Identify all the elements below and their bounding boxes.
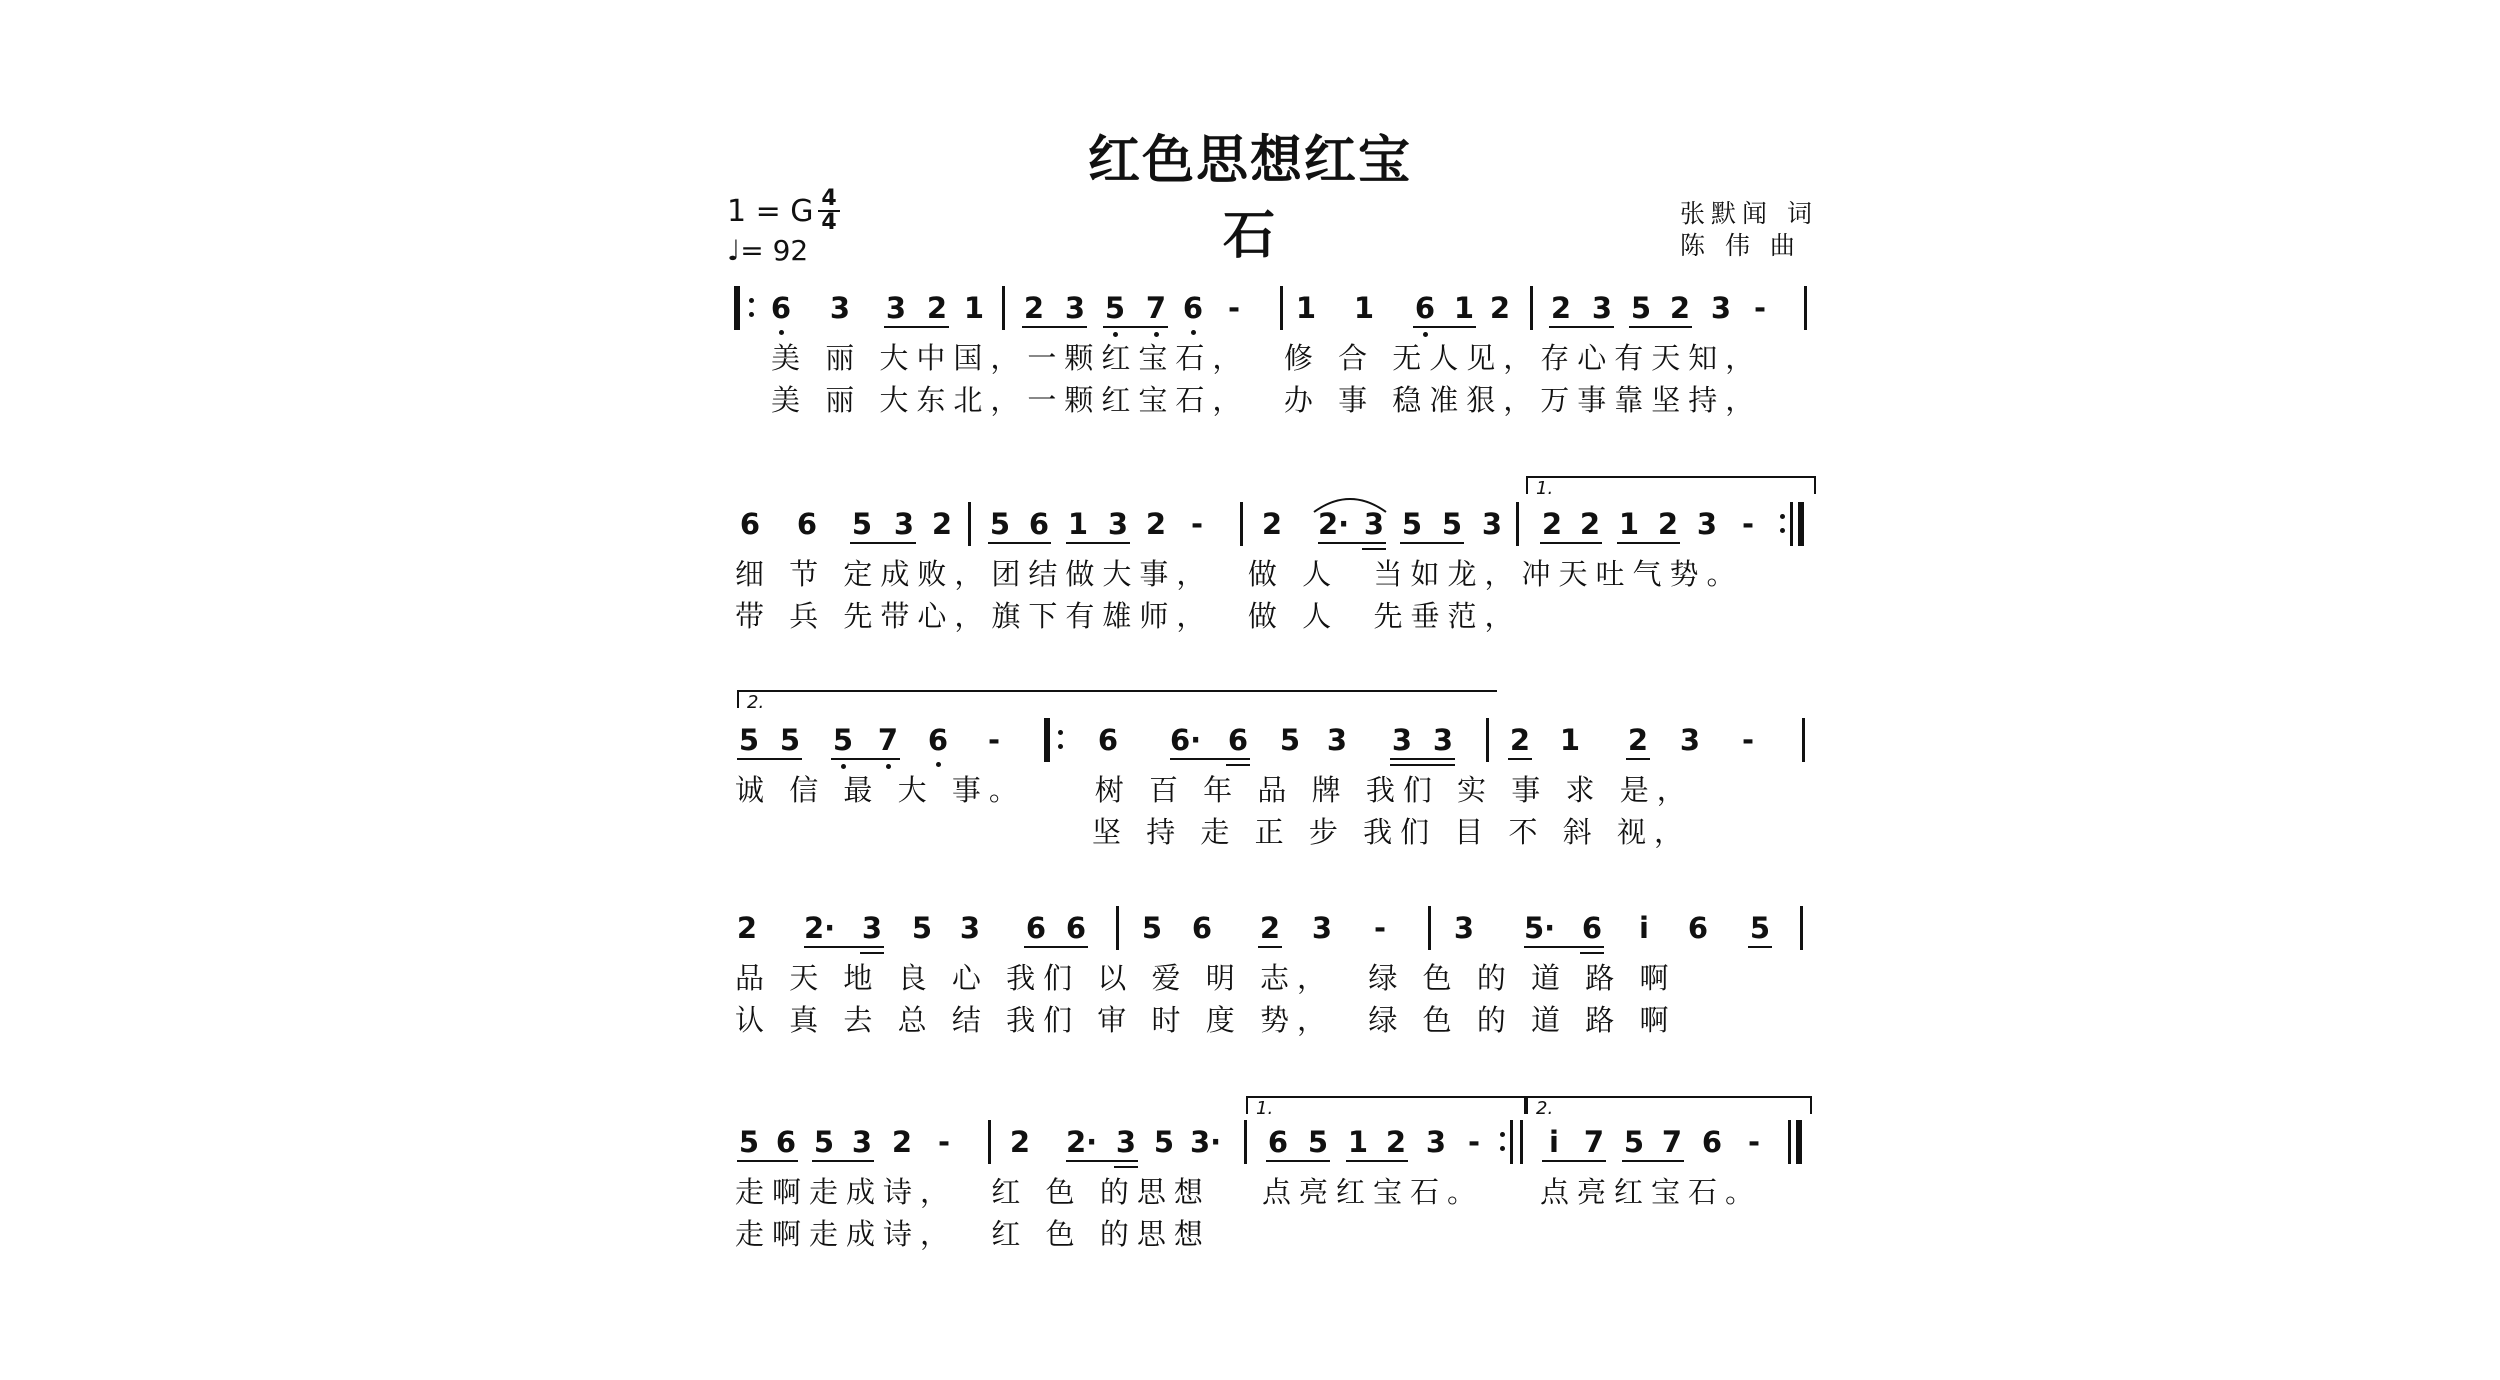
notation-row-5: 5 6 5 3 2 - 2 2· 3 5 3· 6 5 1 2 3 - i 7 5 7 6 -: [0, 1126, 2500, 1166]
composer-credit: 陈 伟 曲: [1680, 231, 1801, 260]
volta-2-row-5: 2.: [1526, 1096, 1812, 1114]
notation-row-4: 2 2· 3 5 3 6 6 5 6 2 3 - 3 5· 6 i 6 5: [0, 912, 2500, 952]
meter-bottom: 4: [821, 210, 837, 235]
volta-2-row-3: 2.: [737, 690, 1497, 708]
time-signature: [818, 188, 840, 234]
volta-1-row-2: 1.: [1526, 476, 1816, 494]
notation-row-2: 6 6 5 3 2 5 6 1 3 2 - 2 2· 3 5 5 3 2 2 1 2 3 -: [0, 508, 2500, 548]
tempo-marking: ♩= 92: [727, 234, 809, 267]
page-title: 红色思想红宝石: [1087, 130, 1412, 266]
volta-1-row-5: 1.: [1246, 1096, 1526, 1114]
meter-top: 4: [821, 186, 837, 211]
key-signature: 1 = G: [727, 194, 814, 229]
notation-row-1: 6 3 3 2 1 2 3 5 7 6 - 1 1 6 1 2 2 3 5 2 3 -: [0, 292, 2500, 332]
notation-row-3: 5 5 5 7 6 - 6 6· 6 5 3 3 3 2 1 2 3 -: [0, 724, 2500, 764]
lyricist-credit: 张默闻 词: [1680, 199, 1818, 228]
slur-arc: [1310, 490, 1390, 514]
